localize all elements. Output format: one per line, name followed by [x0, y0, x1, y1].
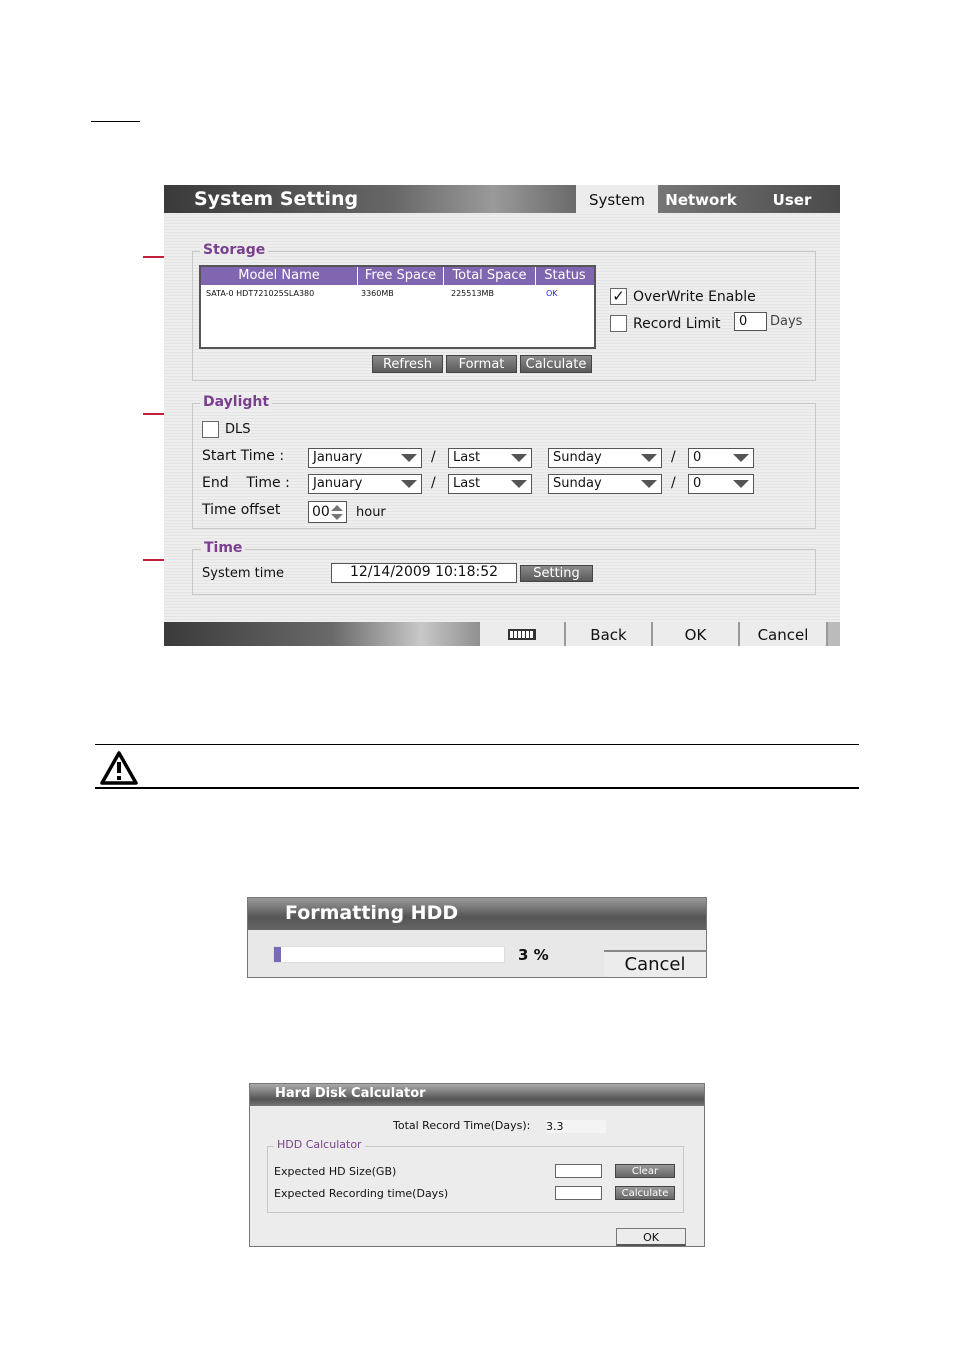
end-day-value: Sunday — [553, 476, 602, 491]
record-limit-input[interactable]: 0 — [734, 312, 767, 331]
chevron-down-icon — [733, 480, 749, 488]
start-hour-select[interactable] — [688, 448, 754, 468]
separator: / — [431, 449, 436, 465]
col-model-name: Model Name — [201, 267, 358, 285]
record-limit-checkbox[interactable] — [610, 315, 627, 332]
overwrite-label: OverWrite Enable — [633, 289, 756, 305]
separator: / — [671, 475, 676, 491]
end-week-select[interactable] — [448, 474, 532, 494]
start-month-value: January — [313, 450, 363, 465]
separator: / — [431, 475, 436, 491]
col-free-space: Free Space — [358, 267, 444, 285]
clear-button[interactable]: Clear — [615, 1164, 675, 1178]
keyboard-button[interactable] — [480, 622, 566, 646]
chevron-down-icon — [511, 480, 527, 488]
daylight-legend: Daylight — [200, 394, 272, 410]
tab-user[interactable]: User — [772, 191, 812, 209]
ok-button[interactable]: OK — [653, 622, 740, 646]
calculate-button[interactable]: Calculate — [520, 355, 592, 373]
window-title-bar — [164, 185, 576, 213]
hdd-calculator-group — [267, 1146, 684, 1213]
hd-size-label: Expected HD Size(GB) — [274, 1165, 397, 1178]
storage-table — [199, 265, 596, 349]
calculator-title: Hard Disk Calculator — [275, 1086, 426, 1101]
chevron-down-icon — [641, 454, 657, 462]
recording-time-label: Expected Recording time(Days) — [274, 1187, 449, 1200]
start-month-select[interactable] — [308, 448, 422, 468]
window-title: System Setting — [194, 188, 359, 210]
end-day-select[interactable] — [548, 474, 662, 494]
setting-button[interactable]: Setting — [520, 565, 593, 582]
progress-bar — [273, 946, 505, 963]
bottom-bar — [164, 622, 840, 646]
record-limit-label: Record Limit — [633, 316, 721, 332]
start-day-select[interactable] — [548, 448, 662, 468]
start-week-select[interactable] — [448, 448, 532, 468]
storage-legend: Storage — [200, 242, 268, 258]
time-offset-stepper[interactable] — [308, 501, 347, 523]
calc-ok-button[interactable]: OK — [616, 1228, 686, 1246]
col-total-space: Total Space — [444, 267, 536, 285]
chevron-down-icon[interactable] — [331, 514, 343, 520]
storage-table-header — [201, 267, 594, 285]
hd-size-input[interactable] — [555, 1164, 602, 1178]
chevron-down-icon — [641, 480, 657, 488]
cell-total[interactable]: 225513MB — [451, 289, 494, 298]
system-setting-window — [164, 185, 840, 646]
overwrite-checkbox[interactable]: ✓ — [610, 288, 627, 305]
chevron-down-icon — [401, 480, 417, 488]
calculator-title-bar — [250, 1084, 704, 1106]
chevron-down-icon — [401, 454, 417, 462]
start-hour-value: 0 — [693, 450, 702, 465]
tab-system[interactable]: System — [576, 185, 658, 213]
dls-checkbox[interactable] — [202, 421, 219, 438]
cell-free[interactable]: 3360MB — [361, 289, 394, 298]
end-week-value: Last — [453, 476, 481, 491]
chevron-down-icon — [733, 454, 749, 462]
start-week-value: Last — [453, 450, 481, 465]
tab-bar — [576, 185, 840, 213]
cancel-button[interactable]: Cancel — [740, 622, 828, 646]
cell-status[interactable]: OK — [546, 289, 558, 298]
separator: / — [671, 449, 676, 465]
hard-disk-calculator-dialog — [249, 1083, 705, 1247]
calc-calculate-button[interactable]: Calculate — [615, 1186, 675, 1200]
system-time-label: System time — [202, 566, 284, 581]
tab-network[interactable]: Network — [665, 191, 737, 209]
formatting-title: Formatting HDD — [285, 902, 459, 924]
time-offset-label: Time offset — [202, 502, 281, 518]
formatting-title-bar — [248, 898, 706, 930]
format-cancel-button[interactable]: Cancel — [604, 950, 706, 977]
formatting-hdd-dialog — [247, 897, 707, 978]
recording-time-input[interactable] — [555, 1186, 602, 1200]
end-time-label: End Time : — [202, 475, 290, 491]
start-day-value: Sunday — [553, 450, 602, 465]
hour-label: hour — [356, 505, 386, 520]
end-hour-value: 0 — [693, 476, 702, 491]
end-month-value: January — [313, 476, 363, 491]
time-legend: Time — [201, 540, 245, 556]
days-label: Days — [770, 314, 803, 329]
progress-text: 3 % — [518, 946, 549, 964]
warning-top-rule — [95, 744, 859, 745]
hdd-calculator-legend: HDD Calculator — [274, 1138, 365, 1151]
keyboard-icon — [508, 629, 536, 640]
chevron-up-icon[interactable] — [331, 505, 343, 511]
format-button[interactable]: Format — [446, 355, 517, 373]
time-offset-value: 00 — [312, 504, 330, 520]
system-time-field[interactable]: 12/14/2009 10:18:52 — [331, 563, 517, 583]
cell-model[interactable]: SATA-0 HDT721025SLA380 — [206, 289, 315, 298]
end-month-select[interactable] — [308, 474, 422, 494]
start-time-label: Start Time : — [202, 448, 285, 464]
warning-icon — [99, 750, 139, 786]
refresh-button[interactable]: Refresh — [372, 355, 443, 373]
warning-bottom-rule — [95, 787, 859, 789]
end-hour-select[interactable] — [688, 474, 754, 494]
chevron-down-icon — [511, 454, 527, 462]
col-status: Status — [544, 268, 586, 283]
total-record-label: Total Record Time(Days): — [393, 1119, 531, 1132]
progress-fill — [274, 947, 281, 962]
total-record-value: 3.3 — [546, 1120, 606, 1133]
back-button[interactable]: Back — [566, 622, 653, 646]
dls-label: DLS — [225, 422, 251, 437]
top-rule — [91, 121, 140, 122]
